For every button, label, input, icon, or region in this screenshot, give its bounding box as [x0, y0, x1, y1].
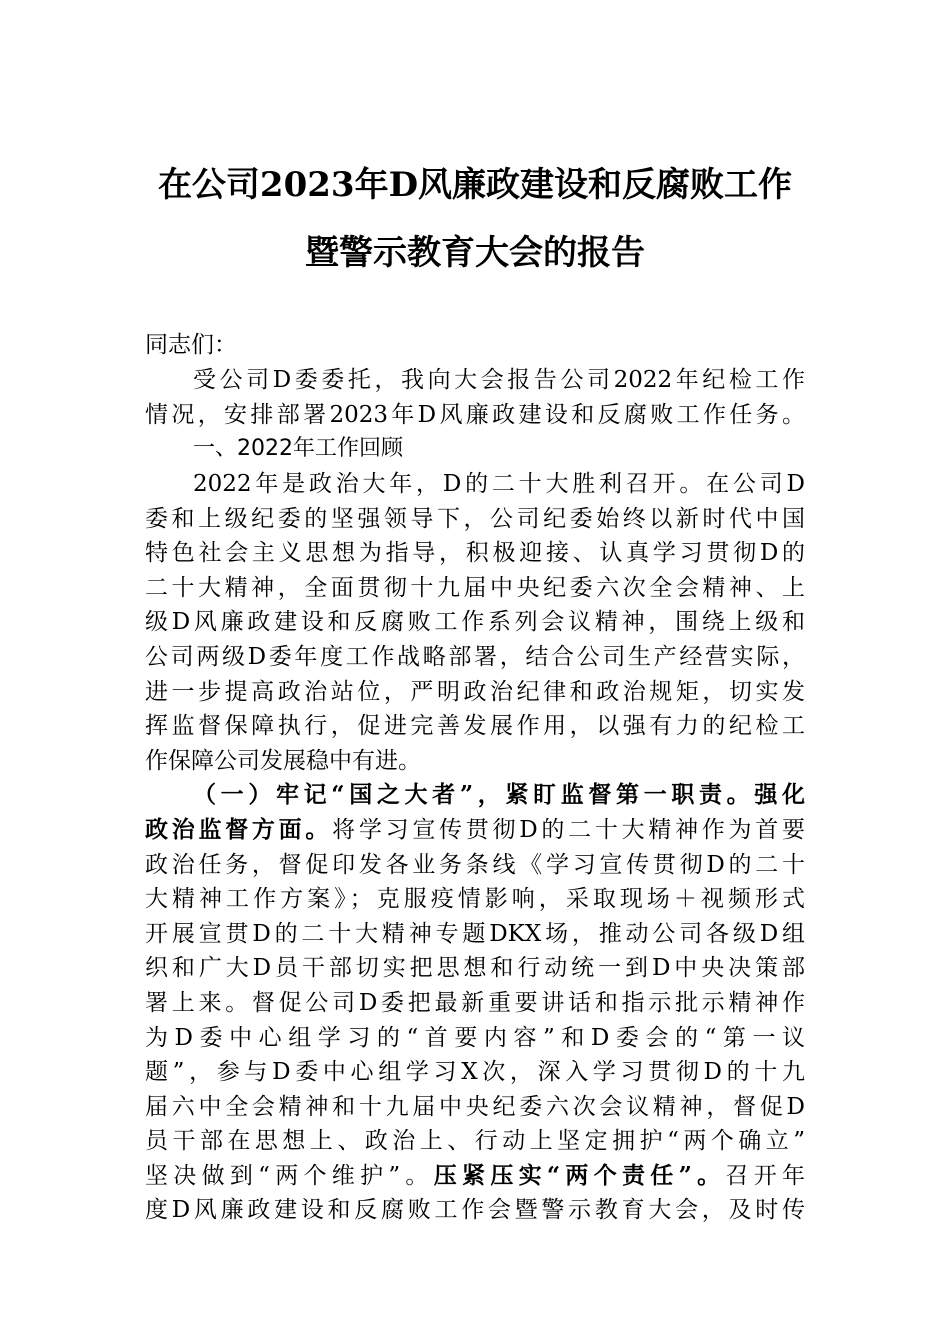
subsection-line: 政治任务，督促印发各业务条线《学习宣传贯彻D的二十: [145, 852, 805, 878]
intro-line: 情况，安排部署2023年D风廉政建设和反腐败工作任务。: [145, 402, 805, 428]
paragraph-line: 挥监督保障执行，促进完善发展作用，以强有力的纪检工: [145, 713, 805, 739]
subsection-line: 题”，参与D委中心组学习X次，深入学习贯彻D的十九: [145, 1059, 805, 1085]
paragraph-line: 2022年是政治大年，D的二十大胜利召开。在公司D: [193, 471, 805, 497]
subsection-line: 署上来。督促公司D委把最新重要讲话和指示批示精神作: [145, 990, 805, 1016]
subsection-text: 坚决做到“两个维护”。: [145, 1163, 434, 1189]
subsection-line: 度D风廉政建设和反腐败工作会暨警示教育大会，及时传: [145, 1197, 805, 1223]
paragraph-line: 作保障公司发展稳中有进。: [145, 748, 421, 774]
salutation: 同志们：: [145, 332, 237, 358]
subsection-line: 员干部在思想上、政治上、行动上坚定拥护“两个确立”: [145, 1128, 805, 1154]
paragraph-line: 级D风廉政建设和反腐败工作系列会议精神，围绕上级和: [145, 609, 805, 635]
paragraph-line: 二十大精神，全面贯彻十九届中央纪委六次全会精神、上: [145, 575, 805, 601]
paragraph-line: 特色社会主义思想为指导，积极迎接、认真学习贯彻D的: [145, 540, 805, 566]
paragraph-line: 进一步提高政治站位，严明政治纪律和政治规矩，切实发: [145, 679, 805, 705]
subsection-line: [145, 1161, 805, 1191]
subsection-line: [145, 815, 805, 845]
subsection-line: 届六中全会精神和十九届中央纪委六次会议精神，督促D: [145, 1094, 805, 1120]
document-title-line-2: 暨警示教育大会的报告: [305, 233, 645, 273]
intro-line: 受公司D委委托，我向大会报告公司2022年纪检工作: [193, 367, 805, 393]
subsection-line: 开展宣贯D的二十大精神专题DKX场，推动公司各级D组: [145, 921, 805, 947]
subsection-line: 为D委中心组学习的“首要内容”和D委会的“第一议: [145, 1025, 805, 1051]
paragraph-line: 公司两级D委年度工作战略部署，结合公司生产经营实际，: [145, 644, 805, 670]
subsection-bold-lead: 压紧压实“两个责任”。: [433, 1162, 726, 1189]
paragraph-line: 委和上级纪委的坚强领导下，公司纪委始终以新时代中国: [145, 506, 805, 532]
subsection-heading: （一）牢记“国之大者”，紧盯监督第一职责。强化: [193, 781, 805, 808]
subsection-line: 织和广大D员干部切实把思想和行动统一到D中央决策部: [145, 955, 805, 981]
section-heading: 一、2022年工作回顾: [193, 436, 403, 461]
document-title-line-1: 在公司2023年D风廉政建设和反腐败工作: [157, 165, 793, 205]
subsection-text: 将学习宣传贯彻D的二十大精神作为首要: [332, 817, 805, 843]
subsection-bold-lead: 政治监督方面。: [145, 816, 333, 843]
subsection-line: 大精神工作方案》；克服疫情影响，采取现场＋视频形式: [145, 886, 805, 912]
subsection-text: 召开年: [725, 1163, 805, 1189]
